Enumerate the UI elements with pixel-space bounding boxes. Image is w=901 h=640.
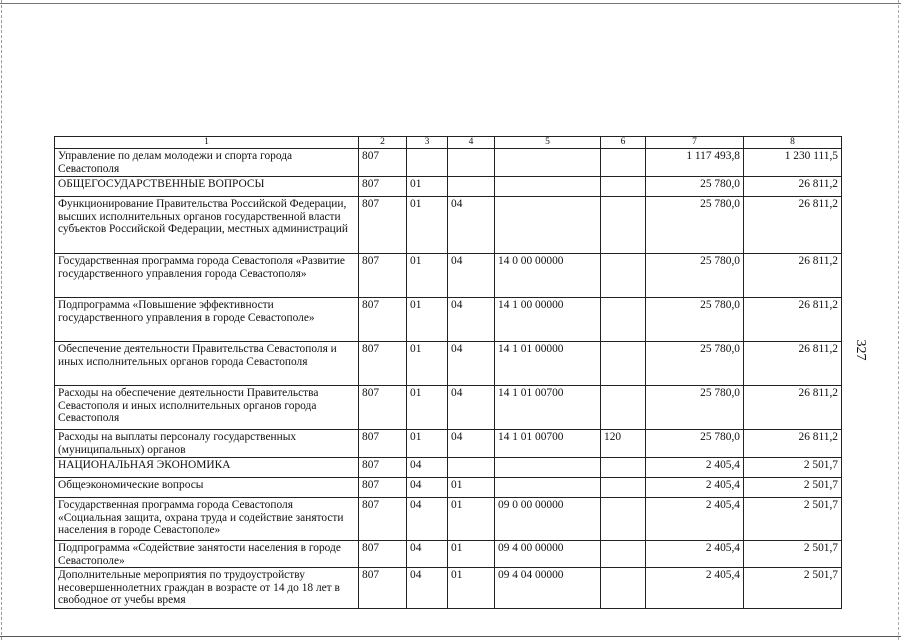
ministry-code-cell: 807 <box>359 149 407 177</box>
section-code-cell: 04 <box>407 541 448 568</box>
amount-year1-cell: 25 780,0 <box>646 177 744 197</box>
amount-year1-cell: 2 405,4 <box>646 541 744 568</box>
ministry-code-cell: 807 <box>359 177 407 197</box>
table-row <box>55 458 842 478</box>
amount-year1-cell: 1 117 493,8 <box>646 149 744 177</box>
subsection-code-cell: 01 <box>448 478 495 498</box>
amount-year1-cell: 25 780,0 <box>646 298 744 342</box>
subsection-code-cell: 01 <box>448 541 495 568</box>
expense-type-cell <box>601 386 646 430</box>
ministry-code-cell: 807 <box>359 430 407 458</box>
table-row <box>55 568 842 609</box>
table-row <box>55 298 842 342</box>
subsection-code-cell: 01 <box>448 498 495 541</box>
amount-year2-cell: 1 230 111,5 <box>744 149 842 177</box>
section-code-cell: 01 <box>407 177 448 197</box>
amount-year1-cell: 2 405,4 <box>646 478 744 498</box>
item-name-cell: Расходы на выплаты персоналу государственных (муниципальных) органов <box>55 430 359 458</box>
table-row <box>55 386 842 430</box>
expense-type-cell <box>601 197 646 254</box>
section-code-cell: 01 <box>407 254 448 298</box>
ministry-code-cell: 807 <box>359 298 407 342</box>
target-article-cell: 14 1 01 00000 <box>495 342 601 386</box>
table-row <box>55 197 842 254</box>
section-code-cell: 01 <box>407 430 448 458</box>
page-bottom-edge <box>0 636 901 637</box>
table-row <box>55 149 842 177</box>
header-cell: 5 <box>495 137 601 149</box>
subsection-code-cell: 04 <box>448 342 495 386</box>
target-article-cell: 09 4 04 00000 <box>495 568 601 609</box>
ministry-code-cell: 807 <box>359 197 407 254</box>
expense-type-cell <box>601 498 646 541</box>
page-right-edge <box>898 0 899 640</box>
expense-type-cell <box>601 149 646 177</box>
target-article-cell <box>495 149 601 177</box>
amount-year2-cell: 26 811,2 <box>744 430 842 458</box>
subsection-code-cell: 04 <box>448 430 495 458</box>
target-article-cell: 09 0 00 00000 <box>495 498 601 541</box>
expense-type-cell <box>601 342 646 386</box>
amount-year1-cell: 25 780,0 <box>646 197 744 254</box>
header-cell: 8 <box>744 137 842 149</box>
amount-year1-cell: 2 405,4 <box>646 498 744 541</box>
item-name-cell: НАЦИОНАЛЬНАЯ ЭКОНОМИКА <box>55 458 359 478</box>
item-name-cell: Государственная программа города Севастополя «Социальная защита, охрана труда и содействие занятости населения в городе Севастополе» <box>55 498 359 541</box>
amount-year1-cell: 25 780,0 <box>646 342 744 386</box>
item-name-cell: Управление по делам молодежи и спорта города Севастополя <box>55 149 359 177</box>
header-cell: 3 <box>407 137 448 149</box>
subsection-code-cell: 04 <box>448 386 495 430</box>
target-article-cell: 14 0 00 00000 <box>495 254 601 298</box>
header-row <box>55 137 842 149</box>
target-article-cell <box>495 458 601 478</box>
ministry-code-cell: 807 <box>359 386 407 430</box>
section-code-cell: 04 <box>407 498 448 541</box>
expense-type-cell: 120 <box>601 430 646 458</box>
amount-year2-cell: 26 811,2 <box>744 177 842 197</box>
expense-type-cell <box>601 177 646 197</box>
header-cell: 2 <box>359 137 407 149</box>
amount-year1-cell: 25 780,0 <box>646 430 744 458</box>
table-row <box>55 430 842 458</box>
item-name-cell: Подпрограмма «Повышение эффективности государственного управления в городе Севастополе» <box>55 298 359 342</box>
target-article-cell <box>495 177 601 197</box>
subsection-code-cell: 01 <box>448 568 495 609</box>
table-row <box>55 177 842 197</box>
expense-type-cell <box>601 568 646 609</box>
amount-year2-cell: 2 501,7 <box>744 568 842 609</box>
table-row <box>55 254 842 298</box>
section-code-cell: 01 <box>407 386 448 430</box>
amount-year2-cell: 2 501,7 <box>744 498 842 541</box>
header-cell: 1 <box>55 137 359 149</box>
section-code-cell: 01 <box>407 298 448 342</box>
section-code-cell: 04 <box>407 568 448 609</box>
expense-type-cell <box>601 458 646 478</box>
header-cell: 6 <box>601 137 646 149</box>
page-left-edge <box>1 0 2 640</box>
expense-type-cell <box>601 478 646 498</box>
ministry-code-cell: 807 <box>359 541 407 568</box>
item-name-cell: Государственная программа города Севастополя «Развитие государственного управления города Севастополя» <box>55 254 359 298</box>
section-code-cell <box>407 149 448 177</box>
amount-year1-cell: 25 780,0 <box>646 386 744 430</box>
table-row <box>55 478 842 498</box>
item-name-cell: Общеэкономические вопросы <box>55 478 359 498</box>
amount-year2-cell: 2 501,7 <box>744 541 842 568</box>
ministry-code-cell: 807 <box>359 254 407 298</box>
section-code-cell: 01 <box>407 342 448 386</box>
ministry-code-cell: 807 <box>359 342 407 386</box>
target-article-cell <box>495 197 601 254</box>
ministry-code-cell: 807 <box>359 568 407 609</box>
subsection-code-cell: 04 <box>448 254 495 298</box>
header-cell: 7 <box>646 137 744 149</box>
header-cell: 4 <box>448 137 495 149</box>
amount-year2-cell: 26 811,2 <box>744 342 842 386</box>
subsection-code-cell <box>448 149 495 177</box>
subsection-code-cell <box>448 458 495 478</box>
page-number: 327 <box>853 339 868 361</box>
target-article-cell: 14 1 01 00700 <box>495 430 601 458</box>
item-name-cell: Подпрограмма «Содействие занятости населения в городе Севастополе» <box>55 541 359 568</box>
amount-year2-cell: 26 811,2 <box>744 254 842 298</box>
item-name-cell: Дополнительные мероприятия по трудоустройству несовершеннолетних граждан в возрасте от 14 до 18 лет в свободное от учебы время <box>55 568 359 609</box>
ministry-code-cell: 807 <box>359 498 407 541</box>
amount-year1-cell: 2 405,4 <box>646 458 744 478</box>
item-name-cell: Функционирование Правительства Российской Федерации, высших исполнительных органов государственной власти субъектов Российской Федерации, местных администраций <box>55 197 359 254</box>
budget-table <box>54 136 842 609</box>
table-row <box>55 342 842 386</box>
target-article-cell: 14 1 01 00700 <box>495 386 601 430</box>
target-article-cell: 09 4 00 00000 <box>495 541 601 568</box>
subsection-code-cell: 04 <box>448 197 495 254</box>
amount-year1-cell: 25 780,0 <box>646 254 744 298</box>
target-article-cell: 14 1 00 00000 <box>495 298 601 342</box>
expense-type-cell <box>601 254 646 298</box>
table-row <box>55 541 842 568</box>
item-name-cell: Расходы на обеспечение деятельности Правительства Севастополя и иных исполнительных органов города Севастополя <box>55 386 359 430</box>
amount-year1-cell: 2 405,4 <box>646 568 744 609</box>
item-name-cell: ОБЩЕГОСУДАРСТВЕННЫЕ ВОПРОСЫ <box>55 177 359 197</box>
table-body <box>55 137 842 609</box>
amount-year2-cell: 26 811,2 <box>744 197 842 254</box>
amount-year2-cell: 26 811,2 <box>744 386 842 430</box>
section-code-cell: 01 <box>407 197 448 254</box>
section-code-cell: 04 <box>407 478 448 498</box>
item-name-cell: Обеспечение деятельности Правительства Севастополя и иных исполнительных органов города Севастополя <box>55 342 359 386</box>
target-article-cell <box>495 478 601 498</box>
subsection-code-cell: 04 <box>448 298 495 342</box>
table-row <box>55 498 842 541</box>
page-top-edge <box>0 0 901 4</box>
amount-year2-cell: 26 811,2 <box>744 298 842 342</box>
expense-type-cell <box>601 541 646 568</box>
amount-year2-cell: 2 501,7 <box>744 478 842 498</box>
ministry-code-cell: 807 <box>359 458 407 478</box>
amount-year2-cell: 2 501,7 <box>744 458 842 478</box>
ministry-code-cell: 807 <box>359 478 407 498</box>
expense-type-cell <box>601 298 646 342</box>
section-code-cell: 04 <box>407 458 448 478</box>
subsection-code-cell <box>448 177 495 197</box>
